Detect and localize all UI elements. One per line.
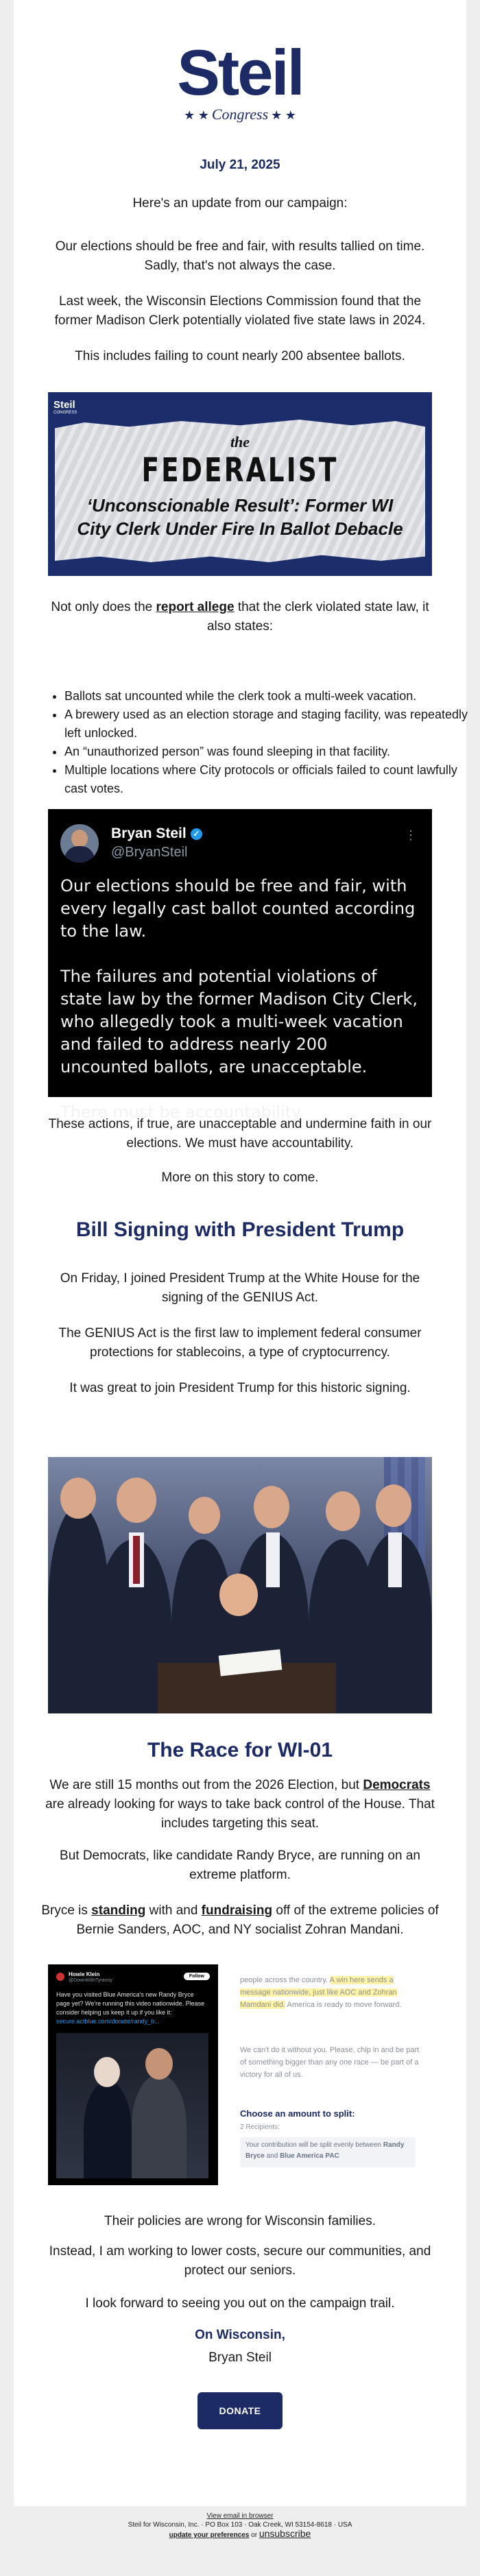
update-preferences-link[interactable]: update your preferences <box>169 2531 250 2539</box>
paragraph-1: Our elections should be free and fair, with results tallied on time. Sadly, that's not always the case. <box>55 239 425 273</box>
list-item: • A brewery used as an election storage and staging facility, was repeatedly left unlocked. <box>64 706 469 743</box>
paragraph-2: Last week, the Wisconsin Elections Commission found that the former Madison Clerk potentially violated five state laws in 2024. <box>54 294 426 328</box>
donate-button[interactable]: DONATE <box>197 2392 283 2429</box>
bryce-tweet-screenshot <box>48 1964 218 2185</box>
paragraph-6: More on this story to come. <box>161 1170 319 1185</box>
fundraising-text: people across the country. A win here sends a message nationwide, just like AOC and Zohran Mamdani did. America is ready to move forward. <box>240 1976 402 2009</box>
mailing-address: Steil for Wisconsin, Inc. · PO Box 103 · Oak Creek, WI 53154-8618 · USA <box>128 2521 352 2529</box>
steil-congress-logo[interactable] <box>14 36 466 123</box>
bryce-photo <box>56 2033 208 2178</box>
bill-signing-heading: Bill Signing with President Trump <box>75 1218 405 1241</box>
preferences-line: update your preferences or unsubscribe <box>169 2528 311 2539</box>
tweet-handle: @DownWithTyranny <box>69 1978 112 1983</box>
paragraph-12: Bryce is standing with and fundraising off of the extreme policies of Bernie Sanders, AOC, and NY socialist Zohran Mandani. <box>41 1903 439 1937</box>
paragraph-8: The GENIUS Act is the first law to implement federal consumer protections for stablecoins, a type of cryptocurrency. <box>58 1326 422 1360</box>
paragraph-14: Instead, I am working to lower costs, secure our communities, and protect our seniors. <box>49 2244 431 2278</box>
fundraising-text: We can't do it without you. Please, chip in and be part of something bigger than any one race — be part of a victory for all of us. <box>240 2046 420 2079</box>
email-footer <box>0 2512 480 2540</box>
star-icon: ★ ★ <box>184 108 209 122</box>
list-item: • Ballots sat uncounted while the clerk took a multi-week vacation. <box>64 687 469 706</box>
list-item: • Multiple locations where City protocols or officials failed to count lawfully cast votes. <box>64 761 469 798</box>
tweet-body: Have you visited Blue America's new Randy Bryce page yet? We're running this video nationwide. Please consider helping us keep it up if you like it: secure.actblue.com/donate/randy_b... <box>56 1991 205 2025</box>
masthead-federalist: FEDERALIST <box>141 451 339 490</box>
unsubscribe-link[interactable]: unsubscribe <box>259 2528 311 2539</box>
paragraph-10: We are still 15 months out from the 2026 Election, but Democrats are already looking for ways to take back control of the House. That includes targeting this seat. <box>45 1778 435 1831</box>
more-options-icon[interactable]: ⋮ <box>405 828 417 842</box>
tweet-body <box>60 875 420 1146</box>
intro-text: Here's an update from our campaign: <box>132 196 348 210</box>
tweet-paragraph: The failures and potential violations of state law by the former Madison City Clerk, who allegedly took a multi-week vacation and failed to address nearly 200 uncounted ballots, are unacceptable. <box>60 967 418 1076</box>
tweet-author-name: Howie Klein <box>69 1971 100 1977</box>
federalist-article-image[interactable] <box>48 392 432 576</box>
banner-brand: Steil CONGRESS <box>53 399 77 415</box>
report-allege-link[interactable]: report allege <box>156 600 235 614</box>
masthead-the: the <box>230 433 250 450</box>
star-icon: ★ ★ <box>271 108 296 122</box>
logo-sub-text: Congress <box>211 106 269 123</box>
list-item: • An “unauthorized person” was found sleeping in that facility. <box>64 743 469 761</box>
bill-signing-photo <box>48 1457 432 1713</box>
avatar <box>60 824 99 863</box>
standing-link[interactable]: standing <box>91 1903 146 1918</box>
view-in-browser-link[interactable]: View email in browser <box>206 2512 274 2520</box>
paragraph-13: Their policies are wrong for Wisconsin families. <box>104 2214 376 2228</box>
follow-button: Follow <box>184 1973 210 1980</box>
split-notice: Your contribution will be split evenly between Randy Bryce and Blue America PAC <box>240 2137 416 2167</box>
tweet-author-name: Bryan Steil ✓ <box>111 826 202 842</box>
allegations-list <box>51 687 469 798</box>
tweet-paragraph: Our elections should be free and fair, with every legally cast ballot counted according to the law. <box>60 876 416 941</box>
tweet-paragraph: There must be accountability. <box>60 1103 304 1122</box>
tweet-handle: @BryanSteil <box>111 845 188 860</box>
email-date: July 21, 2025 <box>200 158 280 172</box>
sign-off: On Wisconsin, <box>195 2328 285 2342</box>
logo-wordmark: Steil <box>177 36 303 108</box>
paragraph-11: But Democrats, like candidate Randy Bryce, are running on an extreme platform. <box>60 1849 420 1882</box>
signature: Bryan Steil <box>208 2350 272 2365</box>
democrats-link[interactable]: Democrats <box>363 1778 431 1792</box>
email-body <box>14 0 466 2506</box>
embedded-tweet[interactable] <box>48 809 432 1122</box>
highlighted-text: A win here sends a message nationwide, just like AOC and Zohran Mamdani did. <box>240 1976 397 2009</box>
choose-amount-label: Choose an amount to split: <box>240 2108 355 2119</box>
paragraph-7: On Friday, I joined President Trump at the White House for the signing of the GENIUS Act. <box>60 1271 420 1305</box>
recipients-label: 2 Recipients: <box>240 2123 280 2131</box>
fundraising-link[interactable]: fundraising <box>201 1903 273 1918</box>
paragraph-5: These actions, if true, are unacceptable and undermine faith in our elections. We must have accountability. <box>48 1117 432 1151</box>
verified-badge-icon: ✓ <box>191 828 202 840</box>
paragraph-4: Not only does the report allege that the clerk violated state law, it also states: <box>51 600 429 634</box>
avatar <box>56 1973 64 1981</box>
paragraph-9: It was great to join President Trump for this historic signing. <box>69 1381 411 1395</box>
logo-subtitle <box>14 106 466 123</box>
paragraph-15: I look forward to seeing you out on the campaign trail. <box>85 2296 395 2311</box>
fundraising-page-screenshot <box>232 1964 432 2185</box>
race-heading: The Race for WI-01 <box>147 1739 333 1761</box>
article-headline: ‘Unconscionable Result’: Former WI City Clerk Under Fire In Ballot Debacle <box>77 495 403 539</box>
paragraph-3: This includes failing to count nearly 200 absentee ballots. <box>75 349 405 363</box>
